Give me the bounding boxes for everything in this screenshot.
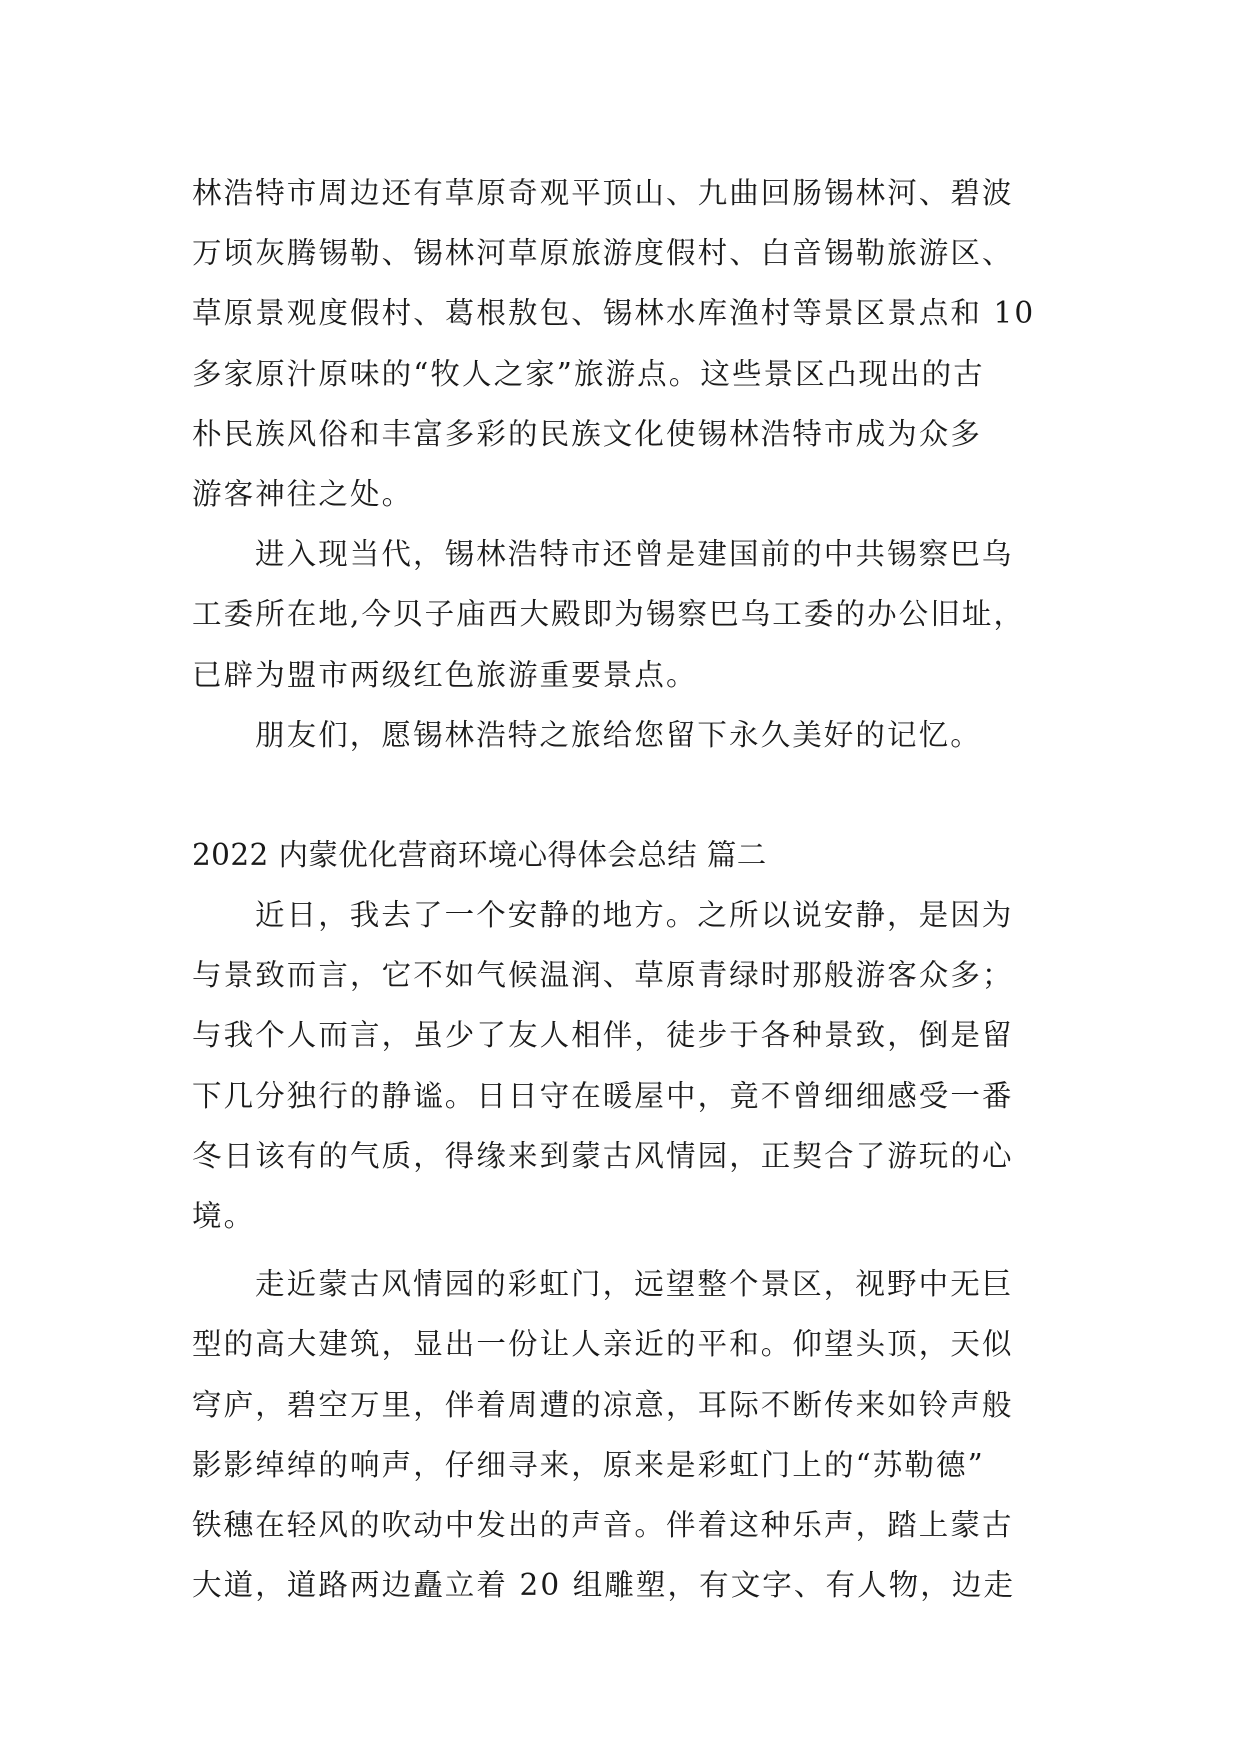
text-line: 草原景观度假村、葛根敖包、锡林水库渔村等景区景点和 10 [192,296,1036,331]
text-line: 游客神往之处。 [192,476,414,511]
text-line: 穹庐，碧空万里，伴着周遭的凉意，耳际不断传来如铃声般 [192,1387,1014,1422]
text-line: 朴民族风俗和丰富多彩的民族文化使锡林浩特市成为众多 [192,416,983,451]
paragraph-spacer [192,1246,1072,1254]
text-line: 走近蒙古风情园的彩虹门，远望整个景区，视野中无巨 [255,1267,1014,1302]
text-line: 冬日该有的气质，得缘来到蒙古风情园，正契合了游玩的心 [192,1138,1014,1173]
text-line: 近日，我去了一个安静的地方。之所以说安静，是因为 [255,898,1014,933]
text-line: 多家原汁原味的“牧人之家”旅游点。这些景区凸现出的古 [192,356,985,391]
text-line: 工委所在地,今贝子庙西大殿即为锡察巴乌工委的办公旧址， [192,597,1026,632]
text-line: 影影绰绰的响声，仔细寻来，原来是彩虹门上的“苏勒德” [192,1447,985,1482]
text-line: 朋友们，愿锡林浩特之旅给您留下永久美好的记忆。 [255,717,982,752]
paragraph-farewell [192,705,1072,765]
text-line: 型的高大建筑，显出一份让人亲近的平和。仰望头顶，天似 [192,1327,1014,1362]
paragraph-scenic-spots [192,163,1072,524]
paragraph-rainbow-gate [192,1254,1072,1615]
document-body [192,163,1072,1615]
text-line: 与我个人而言，虽少了友人相伴，徒步于各种景致，倒是留 [192,1018,1014,1053]
text-line: 铁穗在轻风的吹动中发出的声音。伴着这种乐声，踏上蒙古 [192,1507,1014,1542]
paragraph-quiet-place [192,885,1072,1246]
text-line: 与景致而言，它不如气候温润、草原青绿时那般游客众多； [192,958,1014,993]
text-line: 林浩特市周边还有草原奇观平顶山、九曲回肠锡林河、碧波 [192,176,1014,210]
text-line: 下几分独行的静谧。日日守在暖屋中，竟不曾细细感受一番 [192,1078,1014,1113]
text-line: 进入现当代，锡林浩特市还曾是建国前的中共锡察巴乌 [255,537,1014,572]
text-line: 万顷灰腾锡勒、锡林河草原旅游度假村、白音锡勒旅游区、 [192,236,1014,271]
text-line: 已辟为盟市两级红色旅游重要景点。 [192,657,698,692]
text-line: 境。 [192,1199,256,1233]
paragraph-modern-history [192,524,1072,705]
text-line: 大道，道路两边矗立着 20 组雕塑，有文字、有人物，边走 [192,1568,1016,1603]
section-heading: 2022 内蒙优化营商环境心得体会总结 篇二 [192,837,767,872]
